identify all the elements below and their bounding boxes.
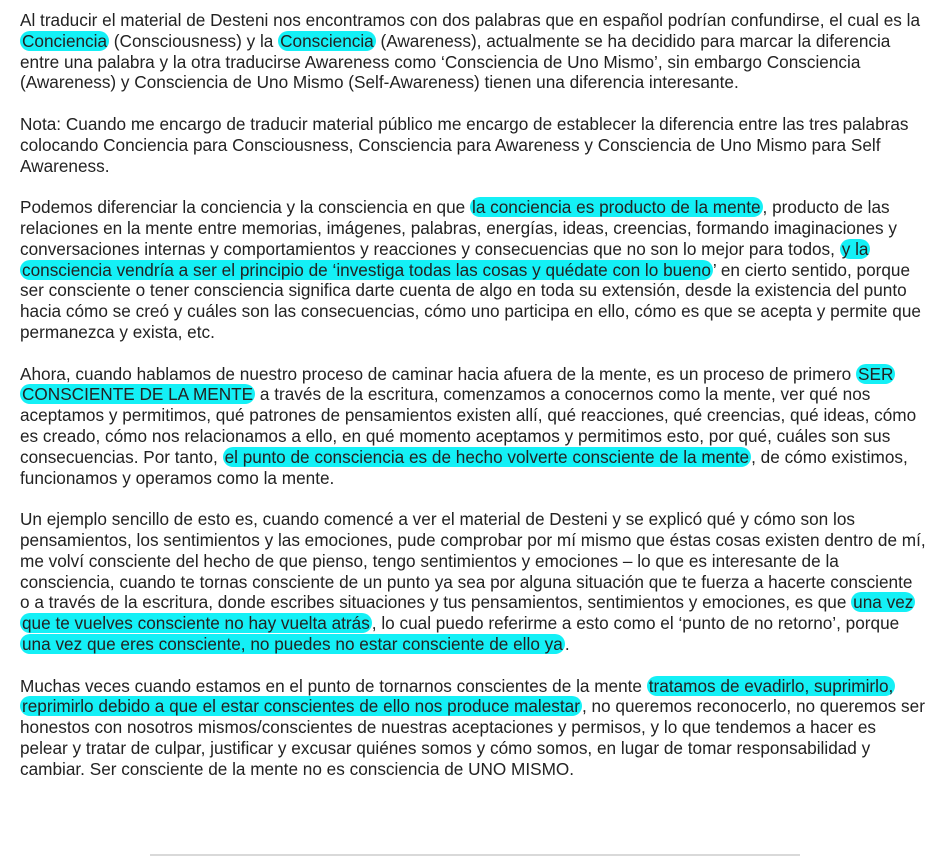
highlighted-text: una vez que te vuelves consciente no hay vuelta atrás [22, 592, 914, 634]
highlighted-text: Conciencia [22, 30, 108, 51]
article-body [20, 10, 926, 800]
text-segment: Ahora, cuando hablamos de nuestro proceso de caminar hacia afuera de la mente, es un proceso de primero [20, 363, 857, 384]
highlighted-text: y la consciencia vendría a ser el principio de ‘investiga todas las cosas y quédate con lo bueno [22, 238, 869, 280]
highlighted-text: Consciencia [280, 30, 374, 51]
bottom-divider [150, 854, 800, 856]
text-segment: , lo cual puedo referirme a esto como el ‘punto de no retorno’, porque [371, 613, 900, 634]
text-segment: Al traducir el material de Desteni nos encontramos con dos palabras que en español podrían confundirse, el cual es la [20, 10, 921, 30]
text-segment: Nota: Cuando me encargo de traducir material público me encargo de establecer la diferencia entre las tres palabras colocando Conciencia para Consciousness, Consciencia para Awareness y Consciencia de Uno Mismo para Self Awareness. [20, 113, 909, 176]
text-segment: a través de la escritura, comenzamos a conocernos como la mente, ver qué nos aceptamos y permitimos, qué patrones de pensamientos existen allí, qué reacciones, qué creencias, qué ideas, cómo es creado, cómo nos relacionamos a ello, en qué momento aceptamos y permitimos esto, por qué, cuáles son sus consecuencias. Por tanto, [20, 384, 917, 467]
paragraph-4 [20, 364, 926, 489]
highlighted-text: la conciencia es producto de la mente [472, 197, 761, 218]
highlighted-text: una vez que eres consciente, no puedes no estar consciente de ello ya [22, 633, 563, 654]
paragraph-1 [20, 10, 926, 93]
highlighted-text: el punto de consciencia es de hecho volverte consciente de la mente [224, 446, 750, 467]
text-segment: Un ejemplo sencillo de esto es, cuando comencé a ver el material de Desteni y se explicó qué y cómo son los pensamientos, los sentimientos y las emociones, pude comprobar por mí mismo que éstas cosas existen dentro de mí, me volví consciente del hecho de que pienso, tengo sentimientos y emociones – lo que es interesante de la consciencia, cuando te tornas consciente de un punto ya sea por alguna situación que te fuerza a hacerte consciente o a través de la escritura, donde escribes situaciones y tus pensamientos, sentimientos y emociones, es que [20, 509, 926, 613]
text-segment: (Consciousness) y la [109, 30, 279, 51]
highlighted-text: SER CONSCIENTE DE LA MENTE [22, 363, 894, 405]
text-segment: Podemos diferenciar la conciencia y la consciencia en que [20, 197, 470, 218]
text-segment: . [564, 633, 570, 654]
text-segment: ’ en cierto sentido, porque ser consciente o tener consciencia significa darte cuenta de algo en toda su extensión, desde la existencia del punto hacia cómo se creó y cuáles son las consecuencias, cómo uno participa en ello, cómo es que se acepta y permite que permanezca y exista, etc. [20, 259, 921, 342]
paragraph-5 [20, 509, 926, 655]
paragraph-3 [20, 197, 926, 343]
text-segment: Muchas veces cuando estamos en el punto de tornarnos conscientes de la mente [20, 675, 647, 696]
paragraph-2 [20, 114, 926, 176]
text-segment: , de cómo existimos, funcionamos y operamos como la mente. [20, 446, 908, 488]
text-segment: , no queremos reconocerlo, no queremos ser honestos con nosotros mismos/conscientes de nuestras aceptaciones y permisos, y lo que tendemos a hacer es pelear y tratar de culpar, justificar y excusar quiénes somos y cómo somos, en lugar de tomar responsabilidad y cambiar. Ser consciente de la mente no es consciencia de UNO MISMO. [20, 696, 925, 779]
highlighted-text: tratamos de evadirlo, suprimirlo, reprimirlo debido a que el estar conscientes de ello nos produce malestar [22, 675, 894, 717]
paragraph-6 [20, 676, 926, 780]
text-segment: , producto de las relaciones en la mente entre memorias, imágenes, palabras, energías, ideas, creencias, formando imaginaciones y conversaciones internas y comportamientos y reacciones y consecuencias que no son lo mejor para todos, [20, 197, 898, 259]
text-segment: (Awareness), actualmente se ha decidido para marcar la diferencia entre una palabra y la otra traducirse Awareness como ‘Consciencia de Uno Mismo’, sin embargo Consciencia (Awareness) y Consciencia de Uno Mismo (Self-Awareness) tienen una diferencia interesante. [20, 30, 891, 93]
